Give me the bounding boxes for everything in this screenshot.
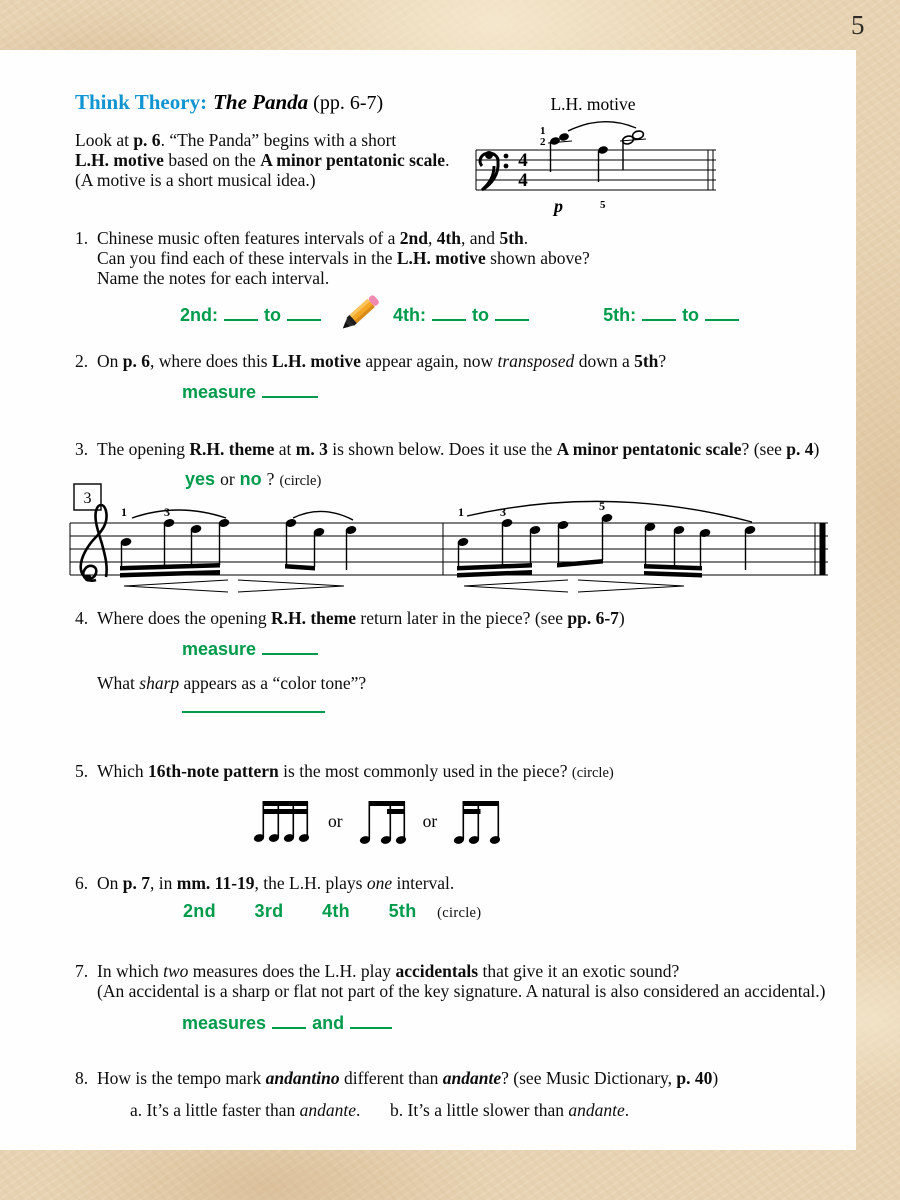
rhythm-pattern-four-sixteenths xyxy=(250,795,314,847)
question-1-line-2: Can you find each of these intervals in the L.H. motive shown above? xyxy=(97,248,590,268)
question-6-text: On p. 7, in mm. 11-19, the L.H. plays one interval. xyxy=(97,873,455,893)
bass-staff-notation xyxy=(468,114,728,224)
dynamic-p: p xyxy=(554,196,563,216)
option-4th: 4th xyxy=(322,901,350,921)
question-7-line-1: In which two measures does the L.H. play accidentals that give it an exotic sound? xyxy=(97,961,680,981)
or-label: or xyxy=(220,469,235,489)
question-8-option-b: b. It’s a little slower than andante. xyxy=(390,1100,630,1120)
page-number: 5 xyxy=(851,10,865,40)
lh-motive-label: L.H. motive xyxy=(550,94,636,114)
treble-clef-icon xyxy=(81,505,107,582)
intro-line-3: (A motive is a short musical idea.) xyxy=(75,170,316,190)
option-2nd: 2nd xyxy=(183,901,216,921)
answer-blank xyxy=(262,385,318,398)
question-1-number: 1. xyxy=(75,228,89,248)
question-1-line-1: Chinese music often features intervals of a 2nd, 4th, and 5th. xyxy=(97,228,529,248)
title-prefix: Think Theory: xyxy=(75,90,208,114)
question-6 xyxy=(75,873,815,893)
fingering: 3 xyxy=(164,505,170,519)
question-1-line-3: Name the notes for each interval. xyxy=(97,268,330,288)
answer-blank xyxy=(642,308,676,321)
interval-4th-label: 4th: xyxy=(393,305,427,325)
question-2-text: On p. 6, where does this L.H. motive appear again, now transposed down a 5th? xyxy=(97,351,667,371)
fingering-5: 5 xyxy=(600,199,606,211)
answer-blank xyxy=(224,308,258,321)
intro-line-2: L.H. motive based on the A minor pentatonic scale. xyxy=(75,150,450,170)
rhythm-pattern-two-sixteenths-eighth xyxy=(451,795,503,847)
fingering-2: 2 xyxy=(540,136,546,148)
question-3-number: 3. xyxy=(75,439,89,459)
answer-blank xyxy=(262,642,318,655)
question-8-option-a: a. It’s a little faster than andante. xyxy=(130,1100,361,1120)
to-label: to xyxy=(682,305,700,325)
question-8 xyxy=(75,1068,845,1088)
answer-blank xyxy=(432,308,466,321)
rhythm-pattern-eighth-two-sixteenths xyxy=(357,795,409,847)
fingering-1: 1 xyxy=(540,125,546,137)
answer-blank xyxy=(287,308,321,321)
question-8-text: How is the tempo mark andantino different than andante? (see Music Dictionary, p. 40) xyxy=(97,1068,719,1088)
question-3-text: The opening R.H. theme at m. 3 is shown below. Does it use the A minor pentatonic scale? (see p. 4) xyxy=(97,439,820,459)
question-1 xyxy=(75,228,715,288)
or-label: or xyxy=(328,810,343,831)
question-1-answer-row xyxy=(180,291,745,335)
answer-blank xyxy=(495,308,529,321)
question-4-subquestion: What sharp appears as a “color tone”? xyxy=(97,673,367,693)
rhythm-pattern-choices xyxy=(250,795,503,847)
fingering: 5 xyxy=(599,499,605,513)
title-page-range: (pp. 6-7) xyxy=(313,92,384,114)
question-6-number: 6. xyxy=(75,873,89,893)
question-6-options xyxy=(183,901,481,922)
answer-blank xyxy=(182,700,325,713)
question-5-number: 5. xyxy=(75,761,89,781)
page-title xyxy=(75,90,383,115)
or-label: or xyxy=(422,810,438,831)
pencil-icon xyxy=(334,291,386,335)
option-3rd: 3rd xyxy=(254,901,284,921)
question-4-answer xyxy=(182,639,324,660)
question-8-number: 8. xyxy=(75,1068,89,1088)
fingering: 1 xyxy=(458,505,464,519)
intro-line-1: Look at p. 6. “The Panda” begins with a short xyxy=(75,130,397,150)
measures-label: measures xyxy=(182,1013,267,1033)
question-mark: ? xyxy=(266,469,275,489)
treble-staff-notation xyxy=(66,480,834,602)
question-4-number: 4. xyxy=(75,608,89,628)
question-7 xyxy=(75,961,845,1001)
measure-number-box: 3 xyxy=(83,490,92,507)
question-7-line-2: (An accidental is a sharp or flat not part of the key signature. A natural is also considered an accidental.) xyxy=(97,981,826,1001)
choice-yes: yes xyxy=(185,469,216,489)
and-label: and xyxy=(312,1013,345,1033)
question-4-blank-line xyxy=(182,700,325,718)
fingering: 3 xyxy=(500,505,506,519)
question-4 xyxy=(75,608,815,628)
circle-hint: (circle) xyxy=(279,473,322,489)
question-5-text: Which 16th-note pattern is the most commonly used in the piece? (circle) xyxy=(97,761,614,781)
answer-blank xyxy=(272,1016,306,1029)
interval-2nd-label: 2nd: xyxy=(180,305,218,325)
intro-paragraph xyxy=(75,130,495,190)
choice-no: no xyxy=(239,469,262,489)
question-2-answer xyxy=(182,382,324,403)
time-sig-bottom: 4 xyxy=(518,170,528,191)
measure-label: measure xyxy=(182,639,257,659)
question-7-number: 7. xyxy=(75,961,89,981)
interval-5th-label: 5th: xyxy=(603,305,637,325)
question-2-number: 2. xyxy=(75,351,89,371)
question-7-answer xyxy=(182,1013,398,1034)
question-3 xyxy=(75,439,845,459)
answer-blank xyxy=(705,308,739,321)
question-2 xyxy=(75,351,815,371)
answer-blank xyxy=(350,1016,392,1029)
circle-hint: (circle) xyxy=(437,905,482,921)
to-label: to xyxy=(264,305,281,325)
title-piece-name: The Panda xyxy=(213,90,309,114)
option-5th: 5th xyxy=(388,901,417,921)
fingering: 1 xyxy=(121,505,127,519)
time-sig-top: 4 xyxy=(518,150,528,171)
measure-label: measure xyxy=(182,382,257,402)
question-5 xyxy=(75,761,815,783)
question-4-text: Where does the opening R.H. theme return later in the piece? (see pp. 6-7) xyxy=(97,608,625,628)
to-label: to xyxy=(472,305,490,325)
worksheet-page xyxy=(0,50,856,1150)
